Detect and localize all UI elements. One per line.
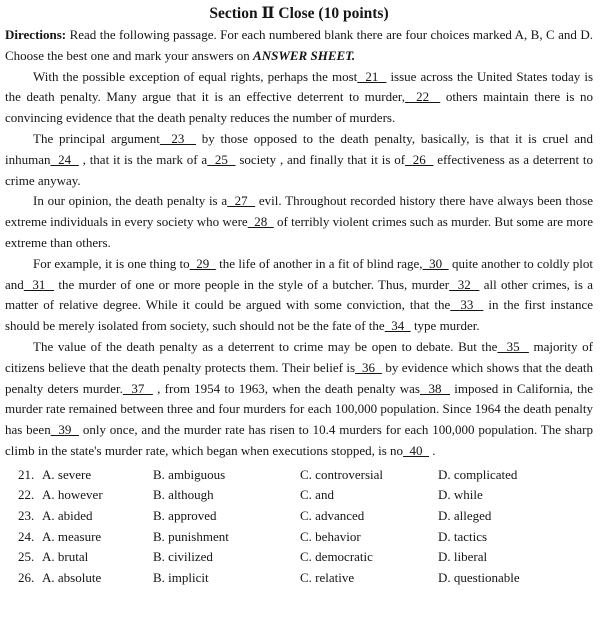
question-row: [18, 568, 593, 589]
text-run: effectiveness as a deterrent to crime anyway.: [5, 151, 594, 188]
choice-b: B. although: [153, 487, 214, 503]
choice-b: B. implicit: [153, 569, 209, 585]
choice-b: B. civilized: [153, 549, 213, 565]
blank-30: 30: [422, 255, 449, 271]
paragraph: [5, 254, 593, 337]
choice-a: A. however: [42, 487, 103, 503]
paragraph: [5, 191, 593, 253]
text-run: .: [429, 442, 436, 458]
text-run: The principal argument: [33, 130, 160, 146]
text-run: of terribly violent crimes such as murder. But some are more extreme than others.: [5, 214, 594, 250]
choice-a: A. abided: [42, 507, 93, 523]
blank-35: 35: [497, 338, 529, 354]
blank-37: 37: [122, 380, 153, 396]
text-run: Read the following passage. For each numbered blank there are four choices marked A, B, C and D. Choose the best one and mark your answers on: [5, 27, 593, 63]
question-number: 25.: [18, 549, 35, 565]
blank-39: 39: [50, 422, 80, 438]
passage: [5, 67, 593, 462]
blank-38: 38: [419, 380, 450, 396]
text-run: evil. Throughout recorded history there have always been those extreme individuals in every society who were: [5, 193, 593, 230]
choice-a: A. absolute: [42, 569, 102, 585]
question-row: [18, 485, 593, 506]
text-run: With the possible exception of equal rights, perhaps the most: [33, 68, 358, 84]
paragraph: [5, 337, 593, 462]
blank-25: 25: [207, 151, 236, 167]
text-run: the life of another in a fit of blind rage,: [215, 255, 423, 271]
question-row: [18, 547, 593, 568]
text-run: type murder.: [410, 318, 480, 334]
directions: [5, 25, 593, 67]
blank-33: 33: [450, 297, 484, 313]
blank-27: 27: [227, 193, 256, 209]
choice-d: D. tactics: [438, 528, 488, 544]
choice-c: C. controversial: [300, 466, 384, 482]
question-number: 26.: [18, 569, 35, 585]
questions: [5, 465, 593, 589]
blank-34: 34: [384, 318, 411, 334]
blank-26: 26: [405, 151, 434, 167]
question-row: [18, 506, 593, 527]
blank-28: 28: [247, 214, 274, 230]
choice-c: C. democratic: [300, 549, 373, 565]
blank-21: 21: [357, 68, 387, 84]
paragraph: [5, 67, 593, 129]
blank-23: 23: [159, 130, 196, 146]
text-run: by evidence which shows that the death penalty deters murder.: [5, 359, 594, 396]
choice-a: A. measure: [42, 528, 102, 544]
choice-a: A. brutal: [42, 549, 89, 565]
text-run: issue across the United States today is the death penalty. Many argue that it is an effective deterrent to murder,: [5, 68, 594, 105]
text-run: only once, and the murder rate has risen to 10.4 murders for each 100,000 population. The sharp climb in the state's murder rate, which began when executions stopped, is no: [5, 422, 594, 458]
text-run: others maintain there is no convincing evidence that the death penalty reduces the number of murders.: [5, 89, 594, 126]
blank-32: 32: [449, 276, 480, 292]
choice-c: C. advanced: [300, 507, 365, 523]
text-run: Directions:: [5, 27, 67, 42]
blank-40: 40: [403, 442, 430, 458]
text-run: The value of the death penalty as a deterrent to crime may be open to debate. But the: [33, 338, 498, 354]
choice-c: C. behavior: [300, 528, 361, 544]
text-run: In our opinion, the death penalty is a: [33, 193, 228, 209]
text-run: ANSWER SHEET.: [253, 47, 356, 63]
question-row: [18, 527, 593, 548]
blank-24: 24: [50, 151, 79, 167]
text-run: by those opposed to the death penalty, basically, is that it is cruel and inhuman: [5, 130, 593, 167]
question-number: 22.: [18, 487, 35, 503]
text-run: , that it is the mark of a: [78, 151, 208, 167]
text-run: For example, it is one thing to: [33, 255, 190, 271]
choice-d: D. while: [438, 487, 483, 503]
question-number: 21.: [18, 466, 35, 482]
choice-d: D. liberal: [438, 549, 488, 565]
choice-b: B. punishment: [153, 528, 229, 544]
choice-b: B. approved: [153, 507, 217, 523]
text-run: all other crimes, is a matter of relative degree. While it could be argued with some conviction, that the: [5, 276, 593, 313]
section-title: Section Ⅱ Close (10 points): [209, 5, 389, 22]
blank-36: 36: [355, 359, 382, 375]
text-run: quite another to coldly plot and: [5, 255, 594, 292]
choice-d: D. complicated: [438, 466, 518, 482]
choice-d: D. alleged: [438, 507, 492, 523]
blank-29: 29: [189, 255, 216, 271]
question-row: [18, 465, 593, 486]
text-run: the murder of one or more people in the style of a butcher. Thus, murder: [54, 276, 450, 292]
text-run: society , and finally that it is of: [235, 151, 406, 167]
choice-c: C. and: [300, 487, 334, 503]
paragraph: [5, 129, 593, 191]
choice-a: A. severe: [42, 466, 92, 482]
choice-b: B. ambiguous: [153, 466, 226, 482]
question-number: 23.: [18, 507, 35, 523]
choice-d: D. questionable: [438, 569, 520, 585]
text-run: majority of citizens believe that the death penalty protects them. Their belief is: [5, 338, 593, 375]
question-number: 24.: [18, 528, 35, 544]
choice-c: C. relative: [300, 569, 355, 585]
text-run: , from 1954 to 1963, when the death penalty was: [152, 380, 420, 396]
text-run: imposed in California, the murder rate remained between three and four murders for each 100,000 population. Since 1964 the death penalty has been: [5, 380, 594, 438]
text-run: in the first instance should be merely isolated from society, such should not be the fate of the: [5, 297, 593, 334]
blank-22: 22: [404, 89, 441, 105]
blank-31: 31: [23, 276, 55, 292]
